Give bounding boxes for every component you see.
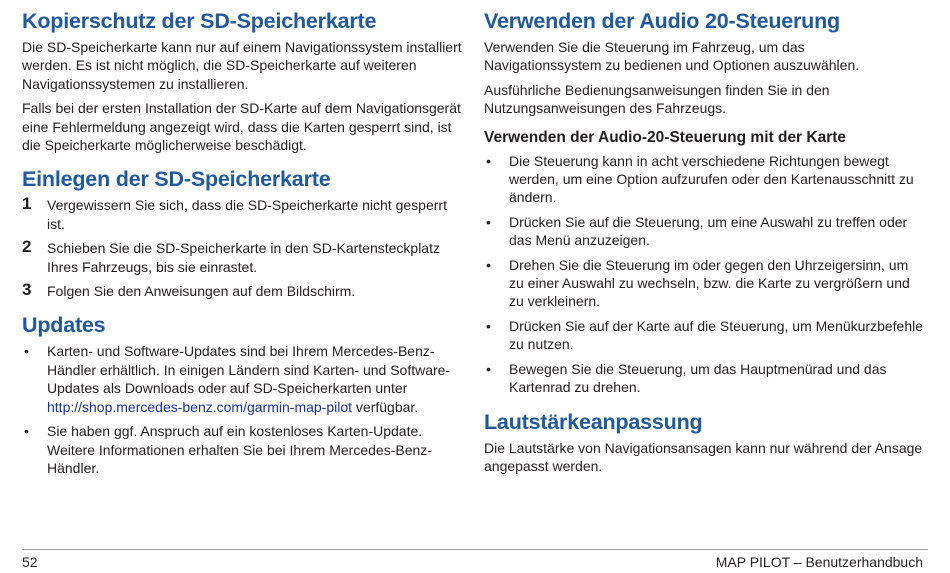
- paragraph: Die Lautstärke von Navigationsansagen kann nur während der Ansage angepasst werden.: [484, 439, 923, 474]
- section-einlegen: [22, 166, 467, 300]
- step-number: 2: [22, 237, 32, 257]
- bullet-icon: •: [486, 256, 491, 273]
- list-item: [484, 317, 924, 354]
- bullet-icon: •: [24, 423, 29, 440]
- paragraph: Die SD-Speicherkarte kann nur auf einem Navigationssystem installiert werden. Es ist nicht möglich, die SD-Speicherkarte auf weiteren Navigationssystemen zu installieren.: [22, 39, 462, 92]
- step-text: Folgen Sie den Anweisungen auf dem Bildschirm.: [47, 283, 356, 300]
- paragraph: Ausführliche Bedienungsanweisungen finden Sie in den Nutzungsanweisungen des Fahrzeugs.: [484, 81, 830, 117]
- bullet-icon: •: [486, 152, 491, 169]
- list-item-text: Drücken Sie auf der Karte auf die Steuerung, um Menükurzbefehle zu nutzen.: [509, 317, 924, 353]
- step-text: Vergewissern Sie sich, dass die SD-Speicherkarte nicht gesperrt ist.: [47, 197, 447, 232]
- bullet-icon: •: [24, 343, 29, 360]
- section-lautstaerke: [484, 409, 924, 476]
- list-item: [484, 213, 924, 250]
- heading-updates: Updates: [22, 313, 106, 338]
- list-item: [484, 152, 924, 207]
- bullet-icon: •: [486, 360, 491, 377]
- list-item-suffix: verfügbar.: [355, 398, 419, 415]
- section-audio: [484, 8, 924, 397]
- bullet-icon: •: [486, 317, 491, 334]
- list-item: [484, 360, 924, 397]
- list-item: [22, 422, 467, 477]
- subheading-karte: Verwenden der Audio-20-Steuerung mit der Karte: [484, 128, 847, 146]
- list-item-text: Drehen Sie die Steuerung im oder gegen den Uhrzeigersinn, um zu einer Auswahl zu wechseln, bzw. die Karte zu vergrößern und zu verkleinern.: [509, 256, 910, 310]
- paragraph: Verwenden Sie die Steuerung im Fahrzeug, um das Navigationssystem zu bedienen und Optionen auszuwählen.: [484, 39, 860, 74]
- steps-list: [22, 196, 467, 300]
- section-updates: [22, 312, 467, 477]
- heading-kopierschutz: Kopierschutz der SD-Speicherkarte: [22, 9, 377, 33]
- right-column: [484, 8, 924, 487]
- section-kopierschutz: [22, 8, 467, 154]
- footer-divider: [22, 549, 928, 550]
- list-item: [22, 342, 467, 416]
- list-item-text: Sie haben ggf. Anspruch auf ein kostenloses Karten-Update. Weitere Informationen erhalten Sie bei Ihrem Mercedes-Benz-Händler.: [47, 423, 432, 476]
- step-number: 3: [22, 280, 32, 300]
- heading-einlegen: Einlegen der SD-Speicherkarte: [22, 167, 331, 192]
- karte-list: [484, 152, 924, 397]
- left-column: [22, 8, 467, 489]
- list-item-text: Drücken Sie auf die Steuerung, um eine Auswahl zu treffen oder das Menü anzuzeigen.: [509, 213, 908, 249]
- heading-lautstaerke: Lautstärkeanpassung: [484, 409, 703, 434]
- step-item: [22, 196, 467, 233]
- step-number: 1: [22, 194, 32, 214]
- paragraph: Falls bei der ersten Installation der SD-Karte auf dem Navigationsgerät eine Fehlermeldung angezeigt wird, dass die Karten gesperrt sind, ist die Speicherkarte möglicherweise beschädigt.: [22, 100, 461, 154]
- step-item: [22, 239, 467, 276]
- document-title: MAP PILOT – Benutzerhandbuch: [715, 554, 923, 570]
- garmin-map-pilot-link[interactable]: http://shop.mercedes-benz.com/garmin-map-pilot: [47, 398, 353, 415]
- step-item: [22, 282, 467, 300]
- heading-audio: Verwenden der Audio 20-Steuerung: [484, 9, 840, 33]
- updates-list: [22, 342, 467, 477]
- page-number: 52: [22, 554, 38, 570]
- step-text: Schieben Sie die SD-Speicherkarte in den SD-Kartensteckplatz Ihres Fahrzeugs, bis sie einrastet.: [47, 240, 440, 275]
- list-item: [484, 256, 924, 311]
- list-item-text: Bewegen Sie die Steuerung, um das Hauptmenürad und das Kartenrad zu drehen.: [509, 360, 887, 396]
- list-item-text: Karten- und Software-Updates sind bei Ihrem Mercedes-Benz-Händler erhältlich. In einigen Ländern sind Karten- und Software-Updates als Downloads oder auf SD-Speicherkarten unter: [47, 343, 451, 397]
- bullet-icon: •: [486, 213, 491, 230]
- list-item-text: Die Steuerung kann in acht verschiedene Richtungen bewegt werden, um eine Option aufzurufen oder den Kartenausschnitt zu ändern.: [509, 152, 914, 206]
